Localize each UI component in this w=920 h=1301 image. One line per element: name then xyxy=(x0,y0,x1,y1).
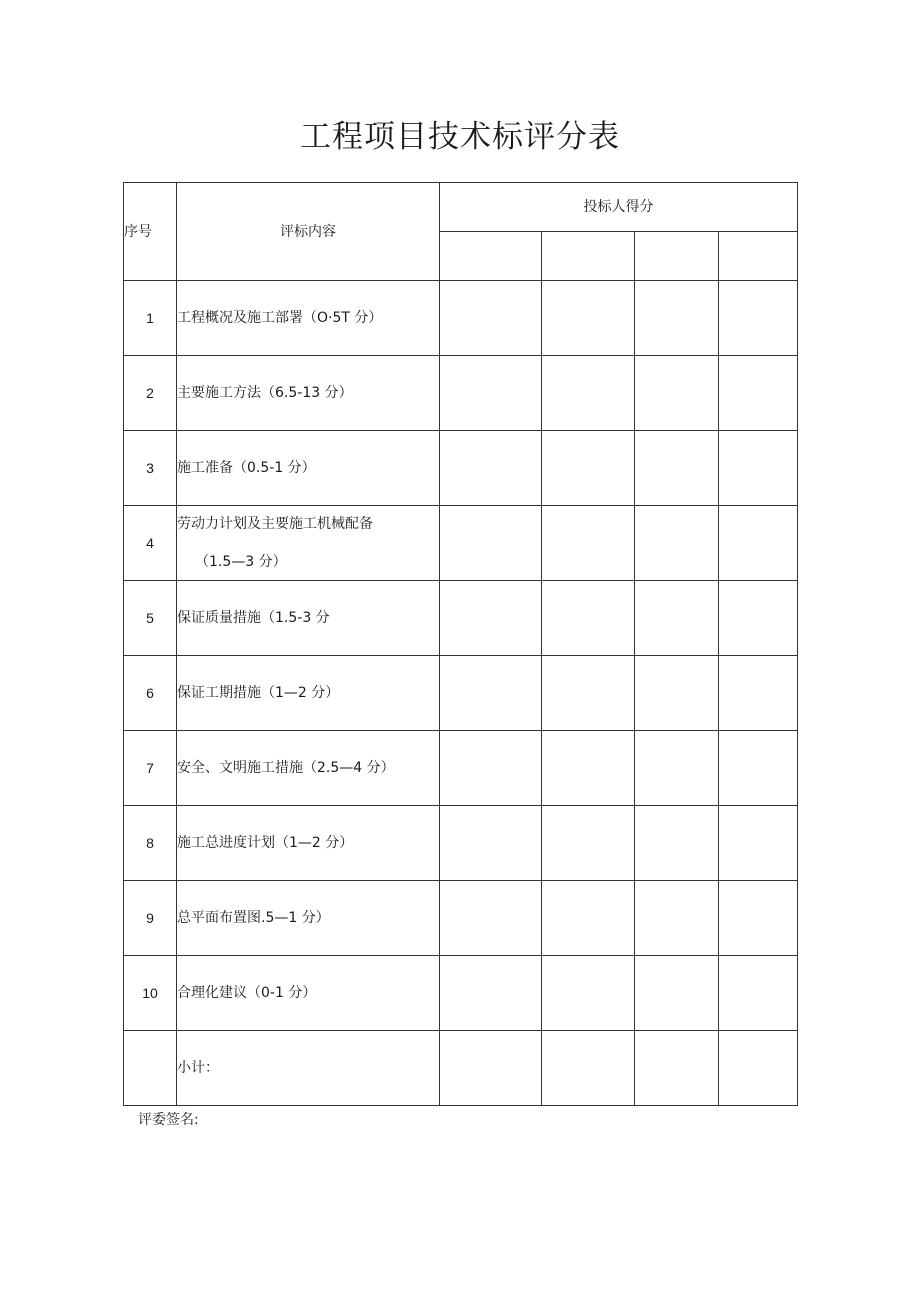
row-number xyxy=(124,1031,177,1106)
evaluation-item xyxy=(177,731,440,806)
bidder-score-cell-4[interactable] xyxy=(719,731,798,806)
evaluation-item-text: 主要施工方法（6.5-13 分） xyxy=(177,385,353,401)
evaluation-item-text: 施工总进度计划（1—2 分） xyxy=(177,835,354,851)
evaluation-item-text: 劳动力计划及主要施工机械配备 xyxy=(177,516,373,532)
bidder-score-cell-1[interactable] xyxy=(440,956,542,1031)
score-table xyxy=(123,182,798,1106)
evaluation-item xyxy=(177,431,440,506)
evaluation-item xyxy=(177,806,440,881)
table-row xyxy=(124,281,798,356)
row-number: 5 xyxy=(124,581,177,656)
table-row xyxy=(124,1031,798,1106)
bidder-score-cell-4[interactable] xyxy=(719,1031,798,1106)
evaluation-item xyxy=(177,581,440,656)
bidder-score-cell-1[interactable] xyxy=(440,806,542,881)
table-row xyxy=(124,806,798,881)
row-number: 3 xyxy=(124,431,177,506)
evaluation-item xyxy=(177,506,440,581)
row-number: 2 xyxy=(124,356,177,431)
bidder-score-cell-2[interactable] xyxy=(542,806,635,881)
row-number: 8 xyxy=(124,806,177,881)
bidder-score-cell-4[interactable] xyxy=(719,356,798,431)
bidder-score-cell-3[interactable] xyxy=(635,731,719,806)
bidder-score-cell-3[interactable] xyxy=(635,281,719,356)
row-number: 1 xyxy=(124,281,177,356)
row-number: 9 xyxy=(124,881,177,956)
evaluation-item xyxy=(177,956,440,1031)
bidder-score-cell-2[interactable] xyxy=(542,581,635,656)
bidder-score-cell-3[interactable] xyxy=(635,656,719,731)
bidder-score-cell-3[interactable] xyxy=(635,956,719,1031)
row-number: 10 xyxy=(124,956,177,1031)
bidder-score-cell-1[interactable] xyxy=(440,581,542,656)
header-bidder-score: 投标人得分 xyxy=(440,183,798,232)
evaluation-item-text: 合理化建议（0-1 分） xyxy=(177,985,317,1001)
bidder-score-cell-1[interactable] xyxy=(440,506,542,581)
bidder-score-cell-2[interactable] xyxy=(542,731,635,806)
bidder-score-cell-2[interactable] xyxy=(542,356,635,431)
bidder-score-cell-3[interactable] xyxy=(635,431,719,506)
bidder-score-cell-4[interactable] xyxy=(719,281,798,356)
row-number: 7 xyxy=(124,731,177,806)
evaluation-item xyxy=(177,356,440,431)
bidder-score-cell-3[interactable] xyxy=(635,581,719,656)
bidder-score-cell-2[interactable] xyxy=(542,881,635,956)
evaluation-item-text: 总平面布置图.5—1 分） xyxy=(177,910,330,926)
table-row xyxy=(124,506,798,581)
bidder-column-4 xyxy=(719,232,798,281)
bidder-score-cell-4[interactable] xyxy=(719,881,798,956)
evaluation-item xyxy=(177,281,440,356)
bidder-column-3 xyxy=(635,232,719,281)
bidder-score-cell-1[interactable] xyxy=(440,356,542,431)
bidder-score-cell-2[interactable] xyxy=(542,1031,635,1106)
row-number: 4 xyxy=(124,506,177,581)
table-row xyxy=(124,656,798,731)
bidder-score-cell-1[interactable] xyxy=(440,731,542,806)
bidder-score-cell-3[interactable] xyxy=(635,1031,719,1106)
bidder-score-cell-4[interactable] xyxy=(719,956,798,1031)
page-title: 工程项目技术标评分表 xyxy=(300,119,620,155)
header-no: 序号 xyxy=(124,183,177,281)
bidder-score-cell-1[interactable] xyxy=(440,281,542,356)
bidder-score-cell-1[interactable] xyxy=(440,881,542,956)
bidder-score-cell-4[interactable] xyxy=(719,656,798,731)
bidder-score-cell-4[interactable] xyxy=(719,806,798,881)
bidder-score-cell-3[interactable] xyxy=(635,506,719,581)
bidder-score-cell-4[interactable] xyxy=(719,506,798,581)
bidder-score-cell-2[interactable] xyxy=(542,956,635,1031)
table-row xyxy=(124,431,798,506)
score-rows xyxy=(124,281,798,1106)
bidder-score-cell-1[interactable] xyxy=(440,431,542,506)
bidder-score-cell-3[interactable] xyxy=(635,806,719,881)
bidder-score-cell-2[interactable] xyxy=(542,431,635,506)
bidder-column-1 xyxy=(440,232,542,281)
table-row xyxy=(124,356,798,431)
bidder-score-cell-4[interactable] xyxy=(719,581,798,656)
header-content: 评标内容 xyxy=(177,183,440,281)
table-row xyxy=(124,731,798,806)
evaluation-item-text: 保证质量措施（1.5-3 分 xyxy=(177,610,330,626)
bidder-score-cell-2[interactable] xyxy=(542,281,635,356)
bidder-score-cell-3[interactable] xyxy=(635,881,719,956)
bidder-score-cell-2[interactable] xyxy=(542,656,635,731)
evaluation-item-text: 小计： xyxy=(177,1060,219,1076)
evaluation-item-text: 工程概况及施工部署（O·5T 分） xyxy=(177,310,383,326)
evaluation-item-text: 保证工期措施（1—2 分） xyxy=(177,685,340,701)
bidder-column-2 xyxy=(542,232,635,281)
bidder-score-cell-1[interactable] xyxy=(440,656,542,731)
evaluation-item-text: 施工准备（0.5-1 分） xyxy=(177,460,316,476)
bidder-score-cell-3[interactable] xyxy=(635,356,719,431)
table-row xyxy=(124,956,798,1031)
evaluation-item xyxy=(177,656,440,731)
evaluation-item-text: 安全、文明施工措施（2.5—4 分） xyxy=(177,760,395,776)
table-row xyxy=(124,581,798,656)
judge-signature-label: 评委签名: xyxy=(138,1112,199,1128)
bidder-score-cell-1[interactable] xyxy=(440,1031,542,1106)
bidder-score-cell-4[interactable] xyxy=(719,431,798,506)
evaluation-item-score-range: （1.5—3 分） xyxy=(195,554,287,570)
evaluation-item xyxy=(177,1031,440,1106)
row-number: 6 xyxy=(124,656,177,731)
bidder-score-cell-2[interactable] xyxy=(542,506,635,581)
evaluation-item xyxy=(177,881,440,956)
table-row xyxy=(124,881,798,956)
